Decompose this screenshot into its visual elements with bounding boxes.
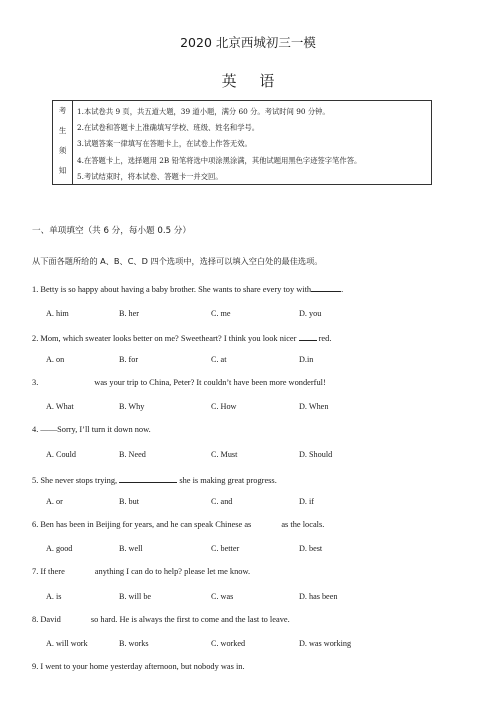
option: D. Should: [299, 450, 333, 459]
question-text: 1. Betty is so happy about having a baby brother. She wants to share every toy with: [32, 285, 312, 294]
question-text: was your trip to China, Peter? It couldn’t have been more wonderful!: [94, 378, 326, 387]
option: B. for: [119, 355, 139, 364]
option: C. better: [211, 544, 240, 553]
option: B. well: [119, 544, 143, 553]
question-text: 9. I went to your home yesterday afternoon, but nobody was in.: [32, 662, 245, 671]
option: B. will be: [119, 592, 152, 601]
option: B. works: [119, 639, 149, 648]
notice-item: 4.在答题卡上，选择题用 2B 铅笔将选中项涂黑涂满，其他试题用黑色字迹签字笔作答。: [77, 155, 362, 165]
answer-blank: [299, 332, 317, 341]
question-6: [32, 520, 324, 529]
question-text: 3.: [32, 378, 39, 387]
option: B. Need: [119, 450, 146, 459]
question-text: 4. ——Sorry, I’ll turn it down now.: [32, 425, 151, 434]
question-9: [32, 662, 245, 671]
question-text: red.: [318, 334, 332, 343]
option: A. What: [46, 402, 74, 411]
notice-heading-char: 须: [58, 146, 67, 155]
notice-item: 3.试题答案一律填写在答题卡上，在试卷上作答无效。: [77, 139, 252, 149]
answer-blank: [311, 283, 344, 294]
section-instruction: 从下面各题所给的 A、B、C、D 四个选项中，选择可以填入空白处的最佳选项。: [32, 256, 323, 266]
option: C. Must: [211, 450, 238, 459]
question-text: she is making great progress.: [179, 476, 277, 485]
answer-blank: [119, 474, 177, 483]
option: C. at: [211, 355, 227, 364]
option: A. is: [46, 592, 62, 601]
notice-item: 2.在试卷和答题卡上准确填写学校、班级、姓名和学号。: [77, 123, 260, 133]
question-text: .: [341, 285, 344, 294]
notice-item: 1.本试卷共 9 页，共五道大题，39 道小题，满分 60 分。考试时间 90 分钟。: [77, 107, 330, 116]
option: A. or: [46, 497, 63, 506]
notice-heading-char: 知: [58, 166, 67, 175]
question-text: 6. Ben has been in Beijing for years, and he can speak Chinese as: [32, 520, 252, 529]
option: A. Could: [46, 450, 77, 459]
option: D.in: [299, 355, 314, 364]
question-text: so hard. He is always the first to come and the last to leave.: [90, 615, 290, 624]
option: C. me: [211, 309, 231, 318]
option: D. best: [299, 544, 323, 553]
option: D. When: [299, 402, 329, 411]
question-2: [32, 332, 331, 343]
question-text: anything I can do to help? please let me know.: [94, 567, 251, 576]
question-5: [32, 474, 277, 485]
candidate-notice-box: [52, 100, 432, 185]
section-title: 一、单项填空（共 6 分，每小题 0.5 分）: [32, 226, 191, 236]
option: D. you: [299, 309, 322, 318]
notice-heading-char: 生: [58, 126, 67, 135]
option: C. and: [211, 497, 233, 506]
option: A. good: [46, 544, 73, 553]
question-7: [32, 567, 250, 576]
notice-list: [77, 104, 427, 185]
question-1: [32, 283, 343, 294]
question-4: [32, 425, 151, 434]
question-8: [32, 615, 290, 624]
option: B. Why: [119, 402, 145, 411]
option: C. How: [211, 402, 237, 411]
exam-subject: 英 语: [221, 72, 275, 90]
question-text: 8. David: [32, 615, 61, 624]
exam-title: 2020 北京西城初三一模: [180, 35, 316, 50]
option: D. if: [299, 497, 315, 506]
notice-heading-char: 考: [58, 106, 67, 115]
option: B. her: [119, 309, 140, 318]
option: C. was: [211, 592, 234, 601]
question-text: 7. If there: [32, 567, 65, 576]
option: A. on: [46, 355, 65, 364]
notice-item: 5.考试结束时，将本试卷、答题卡一并交回。: [77, 171, 223, 181]
question-text: as the locals.: [281, 520, 325, 529]
option: B. but: [119, 497, 140, 506]
option: C. worked: [211, 639, 246, 648]
option: D. was working: [299, 639, 352, 648]
notice-heading: [53, 101, 73, 184]
question-text: 2. Mom, which sweater looks better on me? Sweetheart? I think you look nicer: [32, 334, 297, 343]
option: A. will work: [46, 639, 88, 648]
option: D. has been: [299, 592, 338, 601]
option: A. him: [46, 309, 69, 318]
question-3: [32, 378, 326, 387]
question-text: 5. She never stops trying,: [32, 476, 118, 485]
